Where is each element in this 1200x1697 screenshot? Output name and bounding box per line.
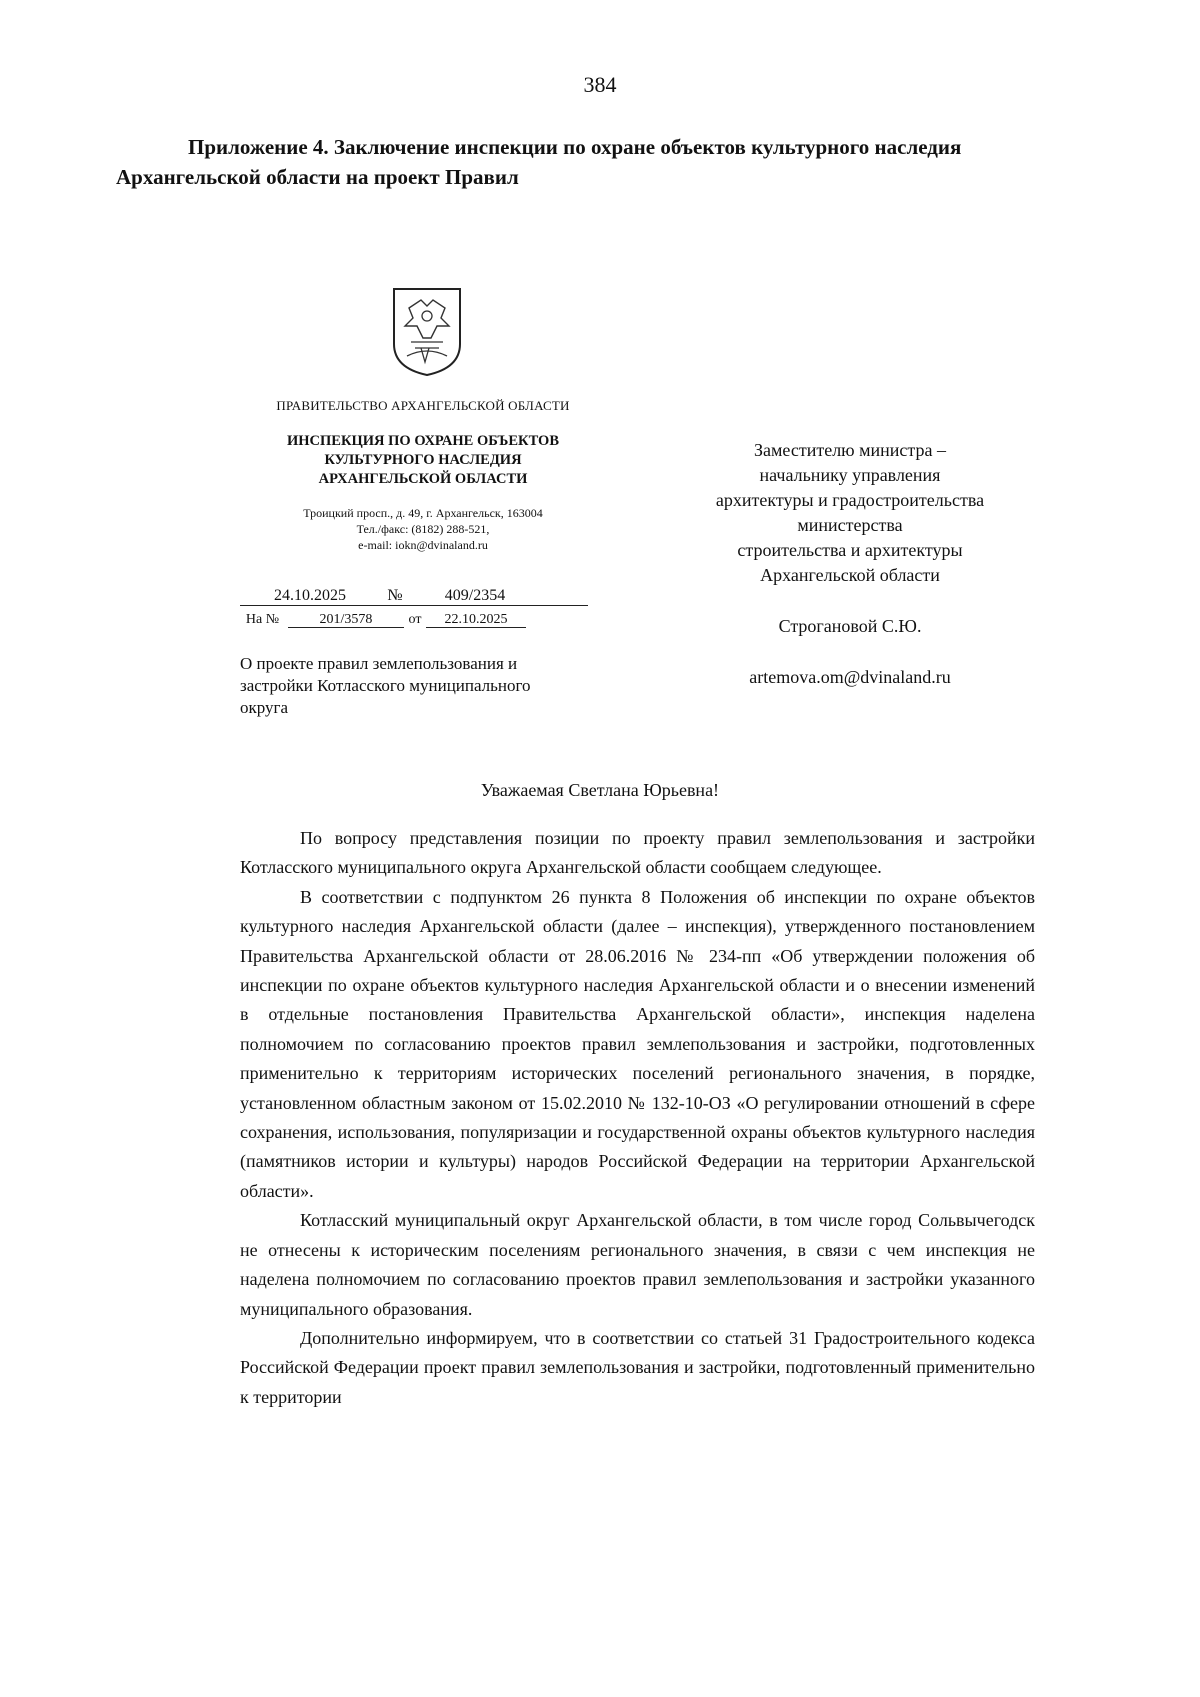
address-line: e-mail: iokn@dvinaland.ru <box>358 538 488 552</box>
letter-body <box>240 824 1035 1412</box>
sender-block <box>228 398 618 553</box>
addressee-line: архитектуры и градостроительства <box>715 490 985 510</box>
subject-line: застройки Котласского муниципального <box>240 676 531 695</box>
addressee-line: Архангельской области <box>760 565 940 585</box>
addressee-line: строительства и архитектуры <box>737 540 963 560</box>
addressee-name: Строгановой С.Ю. <box>778 616 922 636</box>
reference-date: 22.10.2025 <box>444 612 508 627</box>
subject-line: О проекте правил землепользования и <box>240 654 518 673</box>
addressee-line: министерства <box>797 515 903 535</box>
address-line: Троицкий просп., д. 49, г. Архангельск, 163004 <box>303 506 543 520</box>
inspection-line: ИНСПЕКЦИЯ ПО ОХРАНЕ ОБЪЕКТОВ <box>286 433 560 449</box>
address-line: Тел./факс: (8182) 288-521, <box>356 522 490 536</box>
government-name: ПРАВИТЕЛЬСТВО АРХАНГЕЛЬСКОЙ ОБЛАСТИ <box>276 398 570 413</box>
inspection-line: АРХАНГЕЛЬСКОЙ ОБЛАСТИ <box>318 471 528 487</box>
outgoing-date: 24.10.2025 <box>274 587 346 604</box>
body-paragraph: Котласский муниципальный округ Архангельской области, в том числе город Сольвычегодск не отнесены к историческим поселениям регионального значения, в связи с чем инспекция не наделена полномочием по согласованию проектов правил землепользования и застройки указанного муниципального образования. <box>240 1210 1035 1319</box>
subject-line: округа <box>240 698 289 717</box>
appendix-title: Приложение 4. Заключение инспекции по охране объектов культурного наследия Архангельской области на проект Правил <box>116 135 962 189</box>
reference-from: от <box>408 612 422 627</box>
number-sign: № <box>387 587 403 604</box>
coat-of-arms-icon <box>391 286 463 378</box>
page-number: 384 <box>583 72 617 97</box>
addressee-line: Заместителю министра – <box>754 440 946 460</box>
body-paragraph: В соответствии с подпунктом 26 пункта 8 Положения об инспекции по охране объектов культурного наследия Архангельской области (далее – инспекция), утвержденного постановлением Правительства Архангельской области от 28.06.2016 № 234-пп «Об утверждении положения об инспекции по охране объектов культурного наследия Архангельской области и о внесении изменений в отдельные постановления Правительства Архангельской области», инспекция наделена полномочием по согласованию проектов правил землепользования и застройки, подготовленных применительно к территориям исторических поселений регионального значения, в порядке, установленном областным законом от 15.02.2010 № 132-10-ОЗ «О регулировании отношений в сфере сохранения, использования, популяризации и государственной охраны объектов культурного наследия (памятников истории и культуры) народов Российской Федерации на территории Архангельской области». <box>240 886 1035 1201</box>
reference-label: На № <box>245 612 280 627</box>
inspection-line: КУЛЬТУРНОГО НАСЛЕДИЯ <box>324 452 522 468</box>
addressee-line: начальнику управления <box>759 465 941 485</box>
outgoing-number: 409/2354 <box>444 587 506 604</box>
salutation: Уважаемая Светлана Юрьевна! <box>480 780 720 800</box>
registration-row <box>240 585 588 606</box>
reference-number: 201/3578 <box>319 612 373 627</box>
sender-address <box>228 505 618 553</box>
body-paragraph: По вопросу представления позиции по проекту правил землепользования и застройки Котласского муниципального округа Архангельской области сообщаем следующее. <box>240 828 1035 878</box>
reference-row <box>240 608 588 628</box>
inspection-name <box>228 432 618 489</box>
body-paragraph: Дополнительно информируем, что в соответствии со статьей 31 Градостроительного кодекса Российской Федерации проект правил землепользования и застройки, подготовленный применительно к территории <box>240 1327 1035 1407</box>
letter-subject <box>240 653 600 719</box>
addressee-block <box>670 438 1030 690</box>
addressee-email: artemova.om@dvinaland.ru <box>749 667 951 687</box>
